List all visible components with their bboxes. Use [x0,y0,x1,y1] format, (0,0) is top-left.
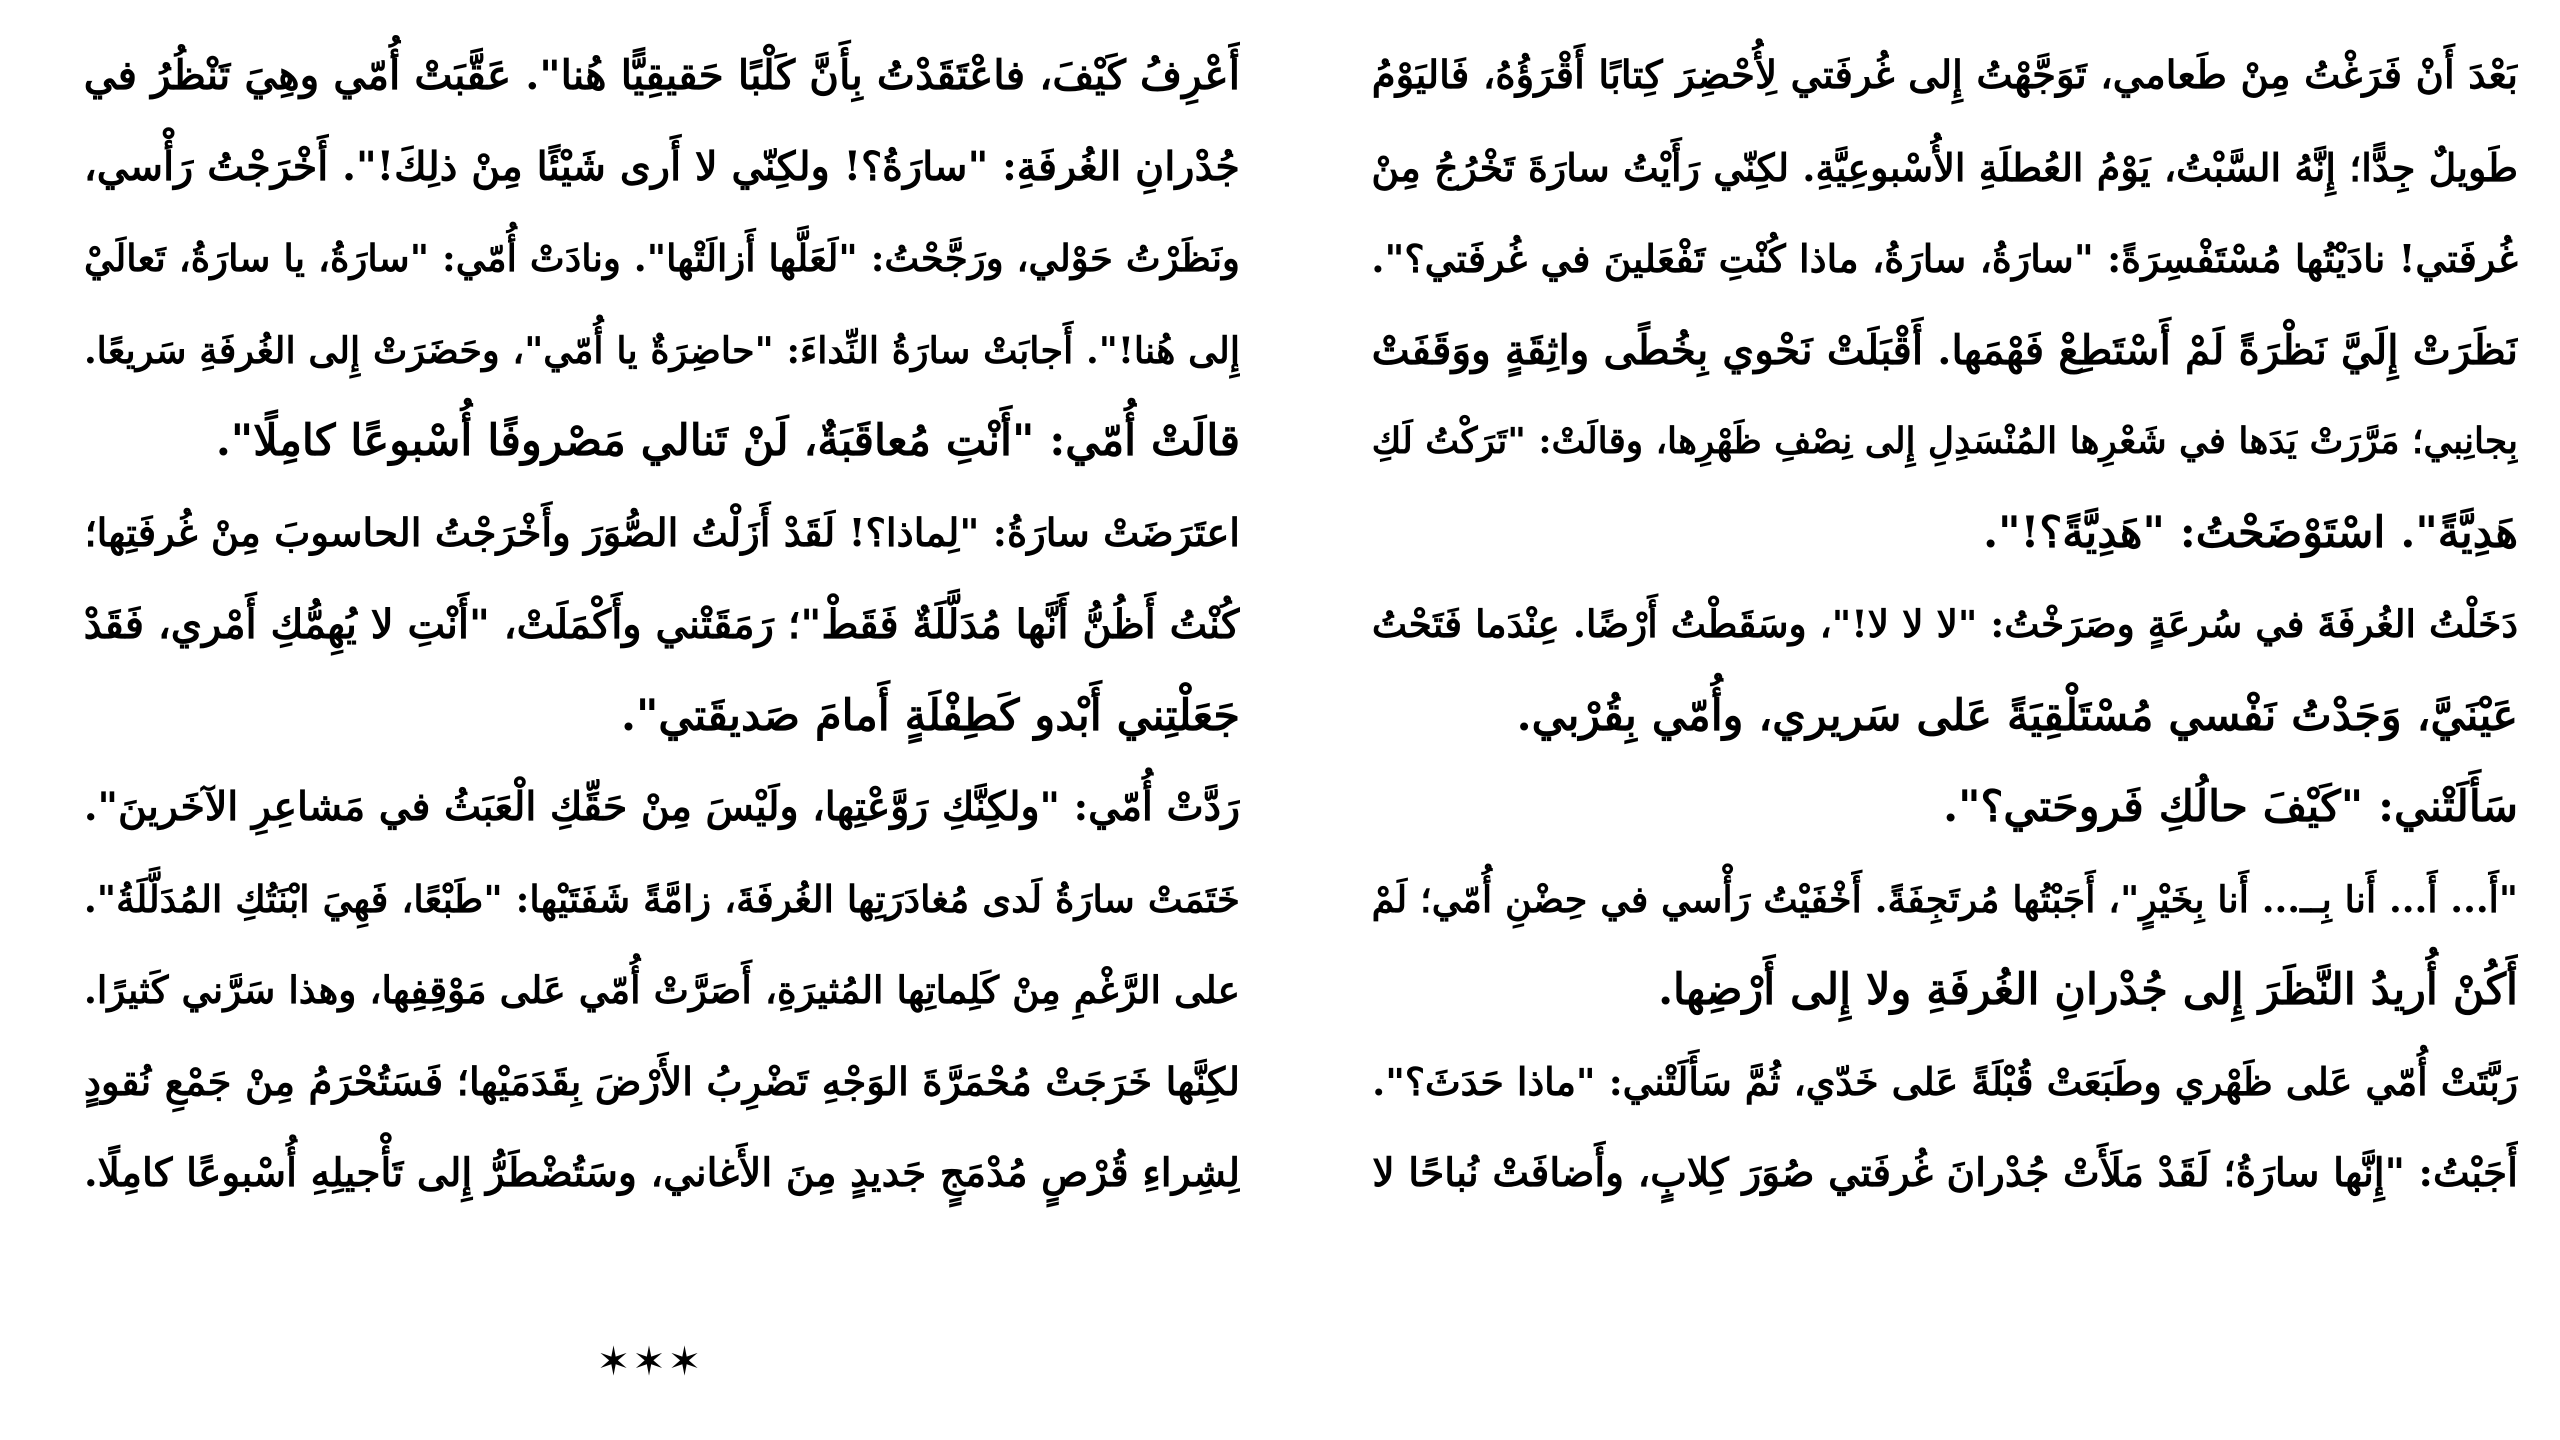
left-line-6: اعتَرَضَتْ سارَةُ: "لِماذا؟! لَقَدْ أَزَلْتُ الصُّوَرَ وأَخْرَجْتُ الحاسوبَ مِنْ غُرفَتِها؛ [84,510,1240,556]
right-line-2: طَويلٌ جِدًّا؛ إِنَّهُ السَّبْتُ، يَوْمُ العُطلَةِ الأُسْبوعِيَّةِ. لكِنّي رَأَيْتُ سارَةَ تَخْرُجُ مِنْ [1371,144,2518,190]
left-line-5: قالَتْ أُمّي: "أَنْتِ مُعاقَبَةٌ، لَنْ تَنالي مَصْروفًا أُسْبوعًا كامِلًا". [215,416,1240,466]
left-line-8: جَعَلْتِني أَبْدو كَطِفْلَةٍ أَمامَ صَديقَتي". [621,690,1240,741]
left-line-11: على الرَّغْمِ مِنْ كَلِماتِها المُثيرَةِ، أَصَرَّتْ أُمّي عَلى مَوْقِفِها، وهذا سَرَّني كَثيرًا. [83,968,1240,1012]
left-line-2: جُدْرانِ الغُرفَةِ: "سارَةُ؟! ولكِنّي لا أَرى شَيْئًا مِنْ ذلِكَ!". أَخْرَجْتُ رَأْسي، [83,143,1240,190]
section-break-ornament: ✶✶✶ [596,1339,704,1385]
right-line-3: غُرفَتي! نادَيْتُها مُسْتَفْسِرَةً: "سارَةُ، سارَةُ، ماذا كُنْتِ تَفْعَلينَ في غُرفَتي؟". [1371,236,2518,281]
right-line-6: هَدِيَّةً". اسْتَوْضَحْتُ: "هَدِيَّةً؟!". [1983,507,2518,558]
left-page-text [60,30,1240,1220]
right-line-12: رَبَّتَتْ أُمّي عَلى ظَهْري وطَبَعَتْ قُبْلَةً عَلى خَدّي، ثُمَّ سَأَلَتْني: "ماذا حَدَثَ؟". [1372,1059,2518,1104]
left-line-7: كُنْتُ أَظُنُّ أَنَّها مُدَلَّلَةٌ فَقَطْ"؛ رَمَقَتْني وأَكْمَلَتْ، "أَنْتِ لا يُهِمُّكِ أَمْري، فَقَدْ [83,601,1240,648]
left-line-3: ونَظَرْتُ حَوْلي، ورَجَّحْتُ: "لَعَلَّها أَزالَتْها". ونادَتْ أُمّي: "سارَةُ، يا سارَةُ، تَعالَيْ [84,236,1240,280]
right-line-13: أَجَبْتُ: "إِنَّها سارَةُ؛ لَقَدْ مَلَأَتْ جُدْرانَ غُرفَتي صُوَرَ كِلابٍ، وأَضافَتْ نُباحًا لا [1372,1150,2518,1196]
right-line-4: نَظَرَتْ إِلَيَّ نَظْرَةً لَمْ أَسْتَطِعْ فَهْمَها. أَقْبَلَتْ نَحْوي بِخُطًى واثِقَةٍ ووَقَفَتْ [1371,325,2518,374]
left-line-10: خَتَمَتْ سارَةُ لَدى مُغادَرَتِها الغُرفَةَ، زامَّةً شَفَتَيْها: "طَبْعًا، فَهِيَ ابْنَتُكِ المُدَلَّلَةُ". [83,876,1240,921]
right-page-text [1348,30,2518,1220]
left-line-4: إِلى هُنا!". أَجابَتْ سارَةُ النِّداءَ: "حاضِرَةٌ يا أُمّي"، وحَضَرَتْ إِلى الغُرفَةِ سَريعًا. [83,328,1240,372]
left-line-9: رَدَّتْ أُمّي: "ولكِنَّكِ رَوَّعْتِها، ولَيْسَ مِنْ حَقِّكِ الْعَبَثُ في مَشاعِرِ الآخَرينَ". [83,784,1240,830]
left-line-1: أَعْرِفُ كَيْفَ، فاعْتَقَدْتُ بِأَنَّ كَلْبًا حَقيقِيًّا هُنا". عَقَّبَتْ أُمّي وهِيَ تَنْظُرُ في [83,51,1240,99]
right-line-9: سَأَلَتْني: "كَيْفَ حالُكِ فَروحَتي؟". [1943,782,2518,832]
right-line-11: أَكُنْ أُريدُ النَّظَرَ إِلى جُدْرانِ الغُرفَةِ ولا إِلى أَرْضِها. [1658,965,2518,1015]
left-line-13: لِشِراءِ قُرْصٍ مُدْمَجٍ جَديدٍ مِنَ الأَغاني، وسَتُضْطَرُّ إِلى تَأْجيلِهِ أُسْبوعًا كامِلًا. [84,1150,1240,1196]
left-line-12: لكِنَّها خَرَجَتْ مُحْمَرَّةَ الوَجْهِ تَضْرِبُ الأَرْضَ بِقَدَمَيْها؛ فَسَتُحْرَمُ مِنْ جَمْعِ نُقودٍ [83,1059,1240,1105]
right-line-7: دَخَلْتُ الغُرفَةَ في سُرعَةٍ وصَرَخْتُ: "لا لا لا!"، وسَقَطْتُ أَرْضًا. عِنْدَما فَتَحْتُ [1371,602,2518,646]
right-line-5: بِجانِبي؛ مَرَّرَتْ يَدَها في شَعْرِها المُنْسَدِلِ إِلى نِصْفِ ظَهْرِها، وقالَتْ: "تَرَكْتُ لَكِ [1371,420,2518,462]
right-line-10: "أَ... أَ... أَنا بِــ... أَنا بِخَيْرٍ"، أَجَبْتُها مُرتَجِفَةً. أَخْفَيْتُ رَأْسي في حِضْنِ أُمّي؛ لَمْ [1371,877,2518,921]
right-line-1: بَعْدَ أَنْ فَرَغْتُ مِنْ طَعامي، تَوَجَّهْتُ إِلى غُرفَتي لِأُحْضِرَ كِتابًا أَقْرَؤُهُ، فَاليَوْمُ [1371,53,2518,98]
right-line-8: عَيْنَيَّ، وَجَدْتُ نَفْسي مُسْتَلْقِيَةً عَلى سَريري، وأُمّي بِقُرْبي. [1516,690,2518,741]
